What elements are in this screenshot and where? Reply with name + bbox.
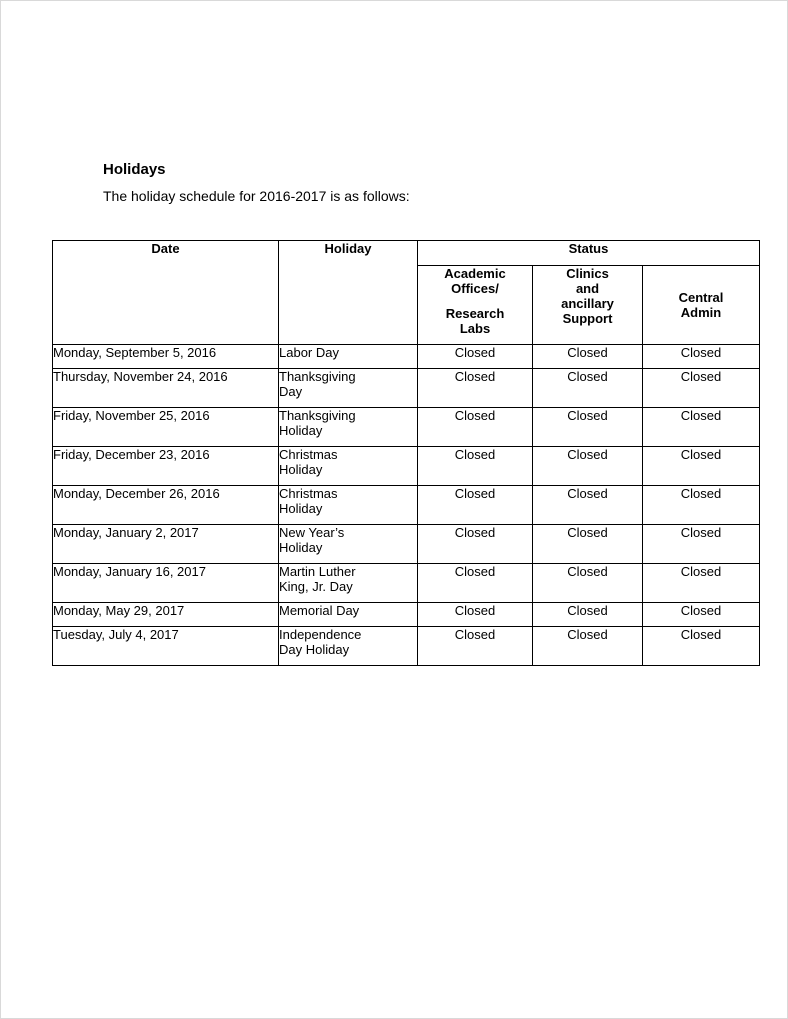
central-status-cell: Closed: [643, 603, 760, 627]
holiday-line: King, Jr. Day: [279, 579, 353, 594]
holiday-cell: [279, 627, 418, 666]
holiday-line: Day: [279, 384, 303, 399]
holiday-line: Memorial Day: [279, 603, 360, 618]
header-row-top: [53, 241, 760, 266]
date-cell: Monday, January 16, 2017: [53, 564, 279, 603]
date-cell: Tuesday, July 4, 2017: [53, 627, 279, 666]
date-cell: Monday, September 5, 2016: [53, 345, 279, 369]
clinics-status-cell: Closed: [533, 486, 643, 525]
holiday-line: Day Holiday: [279, 642, 350, 657]
date-cell: Monday, January 2, 2017: [53, 525, 279, 564]
intro-text: The holiday schedule for 2016-2017 is as follows:: [103, 188, 410, 204]
date-cell: Monday, May 29, 2017: [53, 603, 279, 627]
date-cell: Friday, November 25, 2016: [53, 408, 279, 447]
academic-header-line: Academic: [444, 266, 506, 281]
clinics-header-line: ancillary: [561, 296, 614, 311]
holiday-cell: [279, 525, 418, 564]
table-row: [53, 603, 760, 627]
academic-status-cell: Closed: [418, 447, 533, 486]
academic-status-cell: Closed: [418, 369, 533, 408]
academic-status-cell: Closed: [418, 603, 533, 627]
academic-status-cell: Closed: [418, 627, 533, 666]
holiday-line: Holiday: [279, 501, 323, 516]
date-cell: Friday, December 23, 2016: [53, 447, 279, 486]
table-row: [53, 447, 760, 486]
table-row: [53, 564, 760, 603]
clinics-status-cell: Closed: [533, 564, 643, 603]
clinics-status-cell: Closed: [533, 627, 643, 666]
table-row: [53, 525, 760, 564]
column-header-date: Date: [53, 241, 279, 345]
section-heading: Holidays: [103, 161, 166, 178]
central-header-line: Central: [678, 290, 724, 305]
holiday-line: Holiday: [279, 423, 323, 438]
table-row: [53, 627, 760, 666]
holiday-line: Martin Luther: [279, 564, 356, 579]
academic-status-cell: Closed: [418, 525, 533, 564]
holiday-cell: [279, 486, 418, 525]
holiday-cell: [279, 408, 418, 447]
holiday-cell: [279, 603, 418, 627]
holiday-line: Christmas: [279, 486, 338, 501]
holiday-line: Thanksgiving: [279, 369, 356, 384]
academic-status-cell: Closed: [418, 486, 533, 525]
table-body: [53, 345, 760, 666]
clinics-header-line: and: [575, 281, 600, 296]
academic-header-line: Research: [445, 306, 505, 321]
clinics-status-cell: Closed: [533, 369, 643, 408]
table-row: [53, 486, 760, 525]
clinics-header-line: Clinics: [566, 266, 609, 281]
header-spacer: [418, 296, 532, 306]
central-status-cell: Closed: [643, 525, 760, 564]
table-row: [53, 369, 760, 408]
clinics-status-cell: Closed: [533, 408, 643, 447]
holiday-schedule-table: [52, 240, 760, 666]
date-cell: Thursday, November 24, 2016: [53, 369, 279, 408]
column-header-status: Status: [418, 241, 760, 266]
central-status-cell: Closed: [643, 408, 760, 447]
holiday-line: Christmas: [279, 447, 338, 462]
holiday-line: Holiday: [279, 462, 323, 477]
holiday-cell: [279, 369, 418, 408]
central-status-cell: Closed: [643, 564, 760, 603]
academic-header-line: Labs: [459, 321, 491, 336]
table-row: [53, 408, 760, 447]
academic-header-line: Offices/: [451, 281, 499, 296]
column-header-holiday: Holiday: [279, 241, 418, 345]
central-status-cell: Closed: [643, 447, 760, 486]
central-header-line: Admin: [680, 305, 722, 320]
column-header-academic: [418, 266, 533, 345]
holiday-line: Holiday: [279, 540, 323, 555]
holiday-cell: [279, 447, 418, 486]
central-status-cell: Closed: [643, 486, 760, 525]
academic-status-cell: Closed: [418, 564, 533, 603]
clinics-status-cell: Closed: [533, 345, 643, 369]
central-status-cell: Closed: [643, 369, 760, 408]
holiday-line: Independence: [279, 627, 362, 642]
holiday-line: New Year’s: [279, 525, 345, 540]
holiday-line: Labor Day: [279, 345, 339, 360]
date-cell: Monday, December 26, 2016: [53, 486, 279, 525]
clinics-status-cell: Closed: [533, 603, 643, 627]
academic-status-cell: Closed: [418, 408, 533, 447]
table-row: [53, 345, 760, 369]
holiday-cell: [279, 564, 418, 603]
academic-status-cell: Closed: [418, 345, 533, 369]
clinics-status-cell: Closed: [533, 447, 643, 486]
central-status-cell: Closed: [643, 627, 760, 666]
holiday-cell: [279, 345, 418, 369]
central-status-cell: Closed: [643, 345, 760, 369]
column-header-clinics: [533, 266, 643, 345]
column-header-central-admin: [643, 266, 760, 345]
clinics-header-line: Support: [562, 311, 613, 326]
clinics-status-cell: Closed: [533, 525, 643, 564]
holiday-line: Thanksgiving: [279, 408, 356, 423]
